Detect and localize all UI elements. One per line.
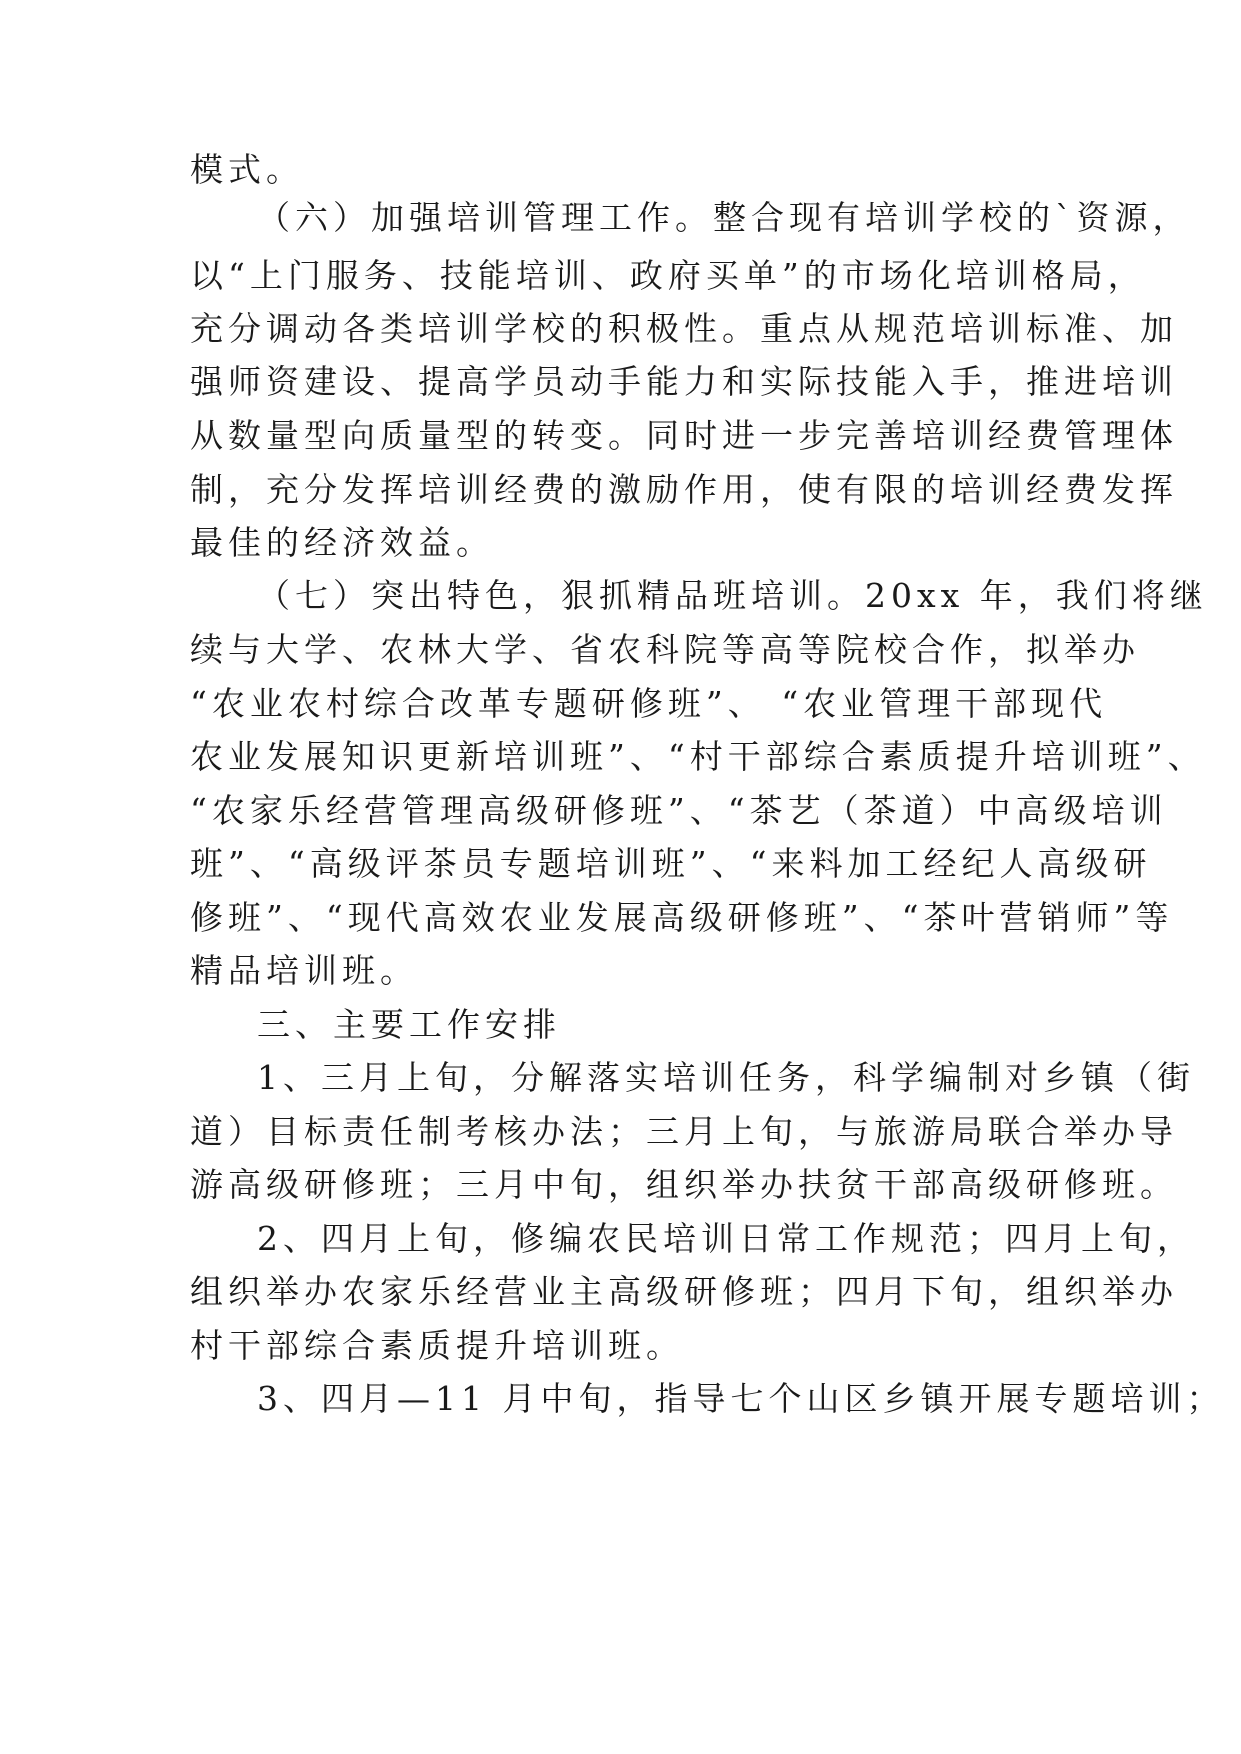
text-line: 组织举办农家乐经营业主高级研修班；四月下旬，组织举办 [190,1272,1178,1311]
item-3-line: 3、四月—11 月中旬，指导七个山区乡镇开展专题培训； [257,1379,1225,1418]
text-line: 制，充分发挥培训经费的激励作用，使有限的培训经费发挥 [190,470,1178,509]
text-line: 游高级研修班；三月中旬，组织举办扶贫干部高级研修班。 [190,1165,1178,1204]
paragraph-7-heading-line: （七）突出特色，狠抓精品班培训。20xx 年，我们将继 [257,576,1208,615]
text-line: “农业农村综合改革专题研修班”、 “农业管理干部现代 [190,684,1108,723]
text-line: 村干部综合素质提升培训班。 [190,1326,684,1365]
text-line: “农家乐经营管理高级研修班”、“茶艺（茶道）中高级培训 [190,791,1168,830]
text-line: 精品培训班。 [190,951,418,990]
section-heading: 三、主要工作安排 [257,1005,561,1044]
text-line: 农业发展知识更新培训班”、“村干部综合素质提升培训班”、 [190,737,1206,776]
text-line: 模式。 [190,150,304,189]
text-line: 修班”、“现代高效农业发展高级研修班”、“茶叶营销师”等 [190,898,1174,937]
text-line: 班”、“高级评茶员专题培训班”、“来料加工经纪人高级研 [190,844,1152,883]
text-line: 强师资建设、提高学员动手能力和实际技能入手，推进培训 [190,362,1178,401]
paragraph-6-heading-line: （六）加强培训管理工作。整合现有培训学校的`资源， [257,198,1191,237]
item-1-line: 1、三月上旬，分解落实培训任务，科学编制对乡镇（街 [257,1058,1195,1097]
text-line: 充分调动各类培训学校的积极性。重点从规范培训标准、加 [190,309,1178,348]
item-2-line: 2、四月上旬，修编农民培训日常工作规范；四月上旬， [257,1219,1195,1258]
text-line: 从数量型向质量型的转变。同时进一步完善培训经费管理体 [190,416,1178,455]
text-line: 道）目标责任制考核办法；三月上旬，与旅游局联合举办导 [190,1112,1178,1151]
text-line: 最佳的经济效益。 [190,523,494,562]
text-line: 续与大学、农林大学、省农科院等高等院校合作，拟举办 [190,630,1140,669]
text-line: 以“上门服务、技能培训、政府买单”的市场化培训格局， [190,256,1146,295]
